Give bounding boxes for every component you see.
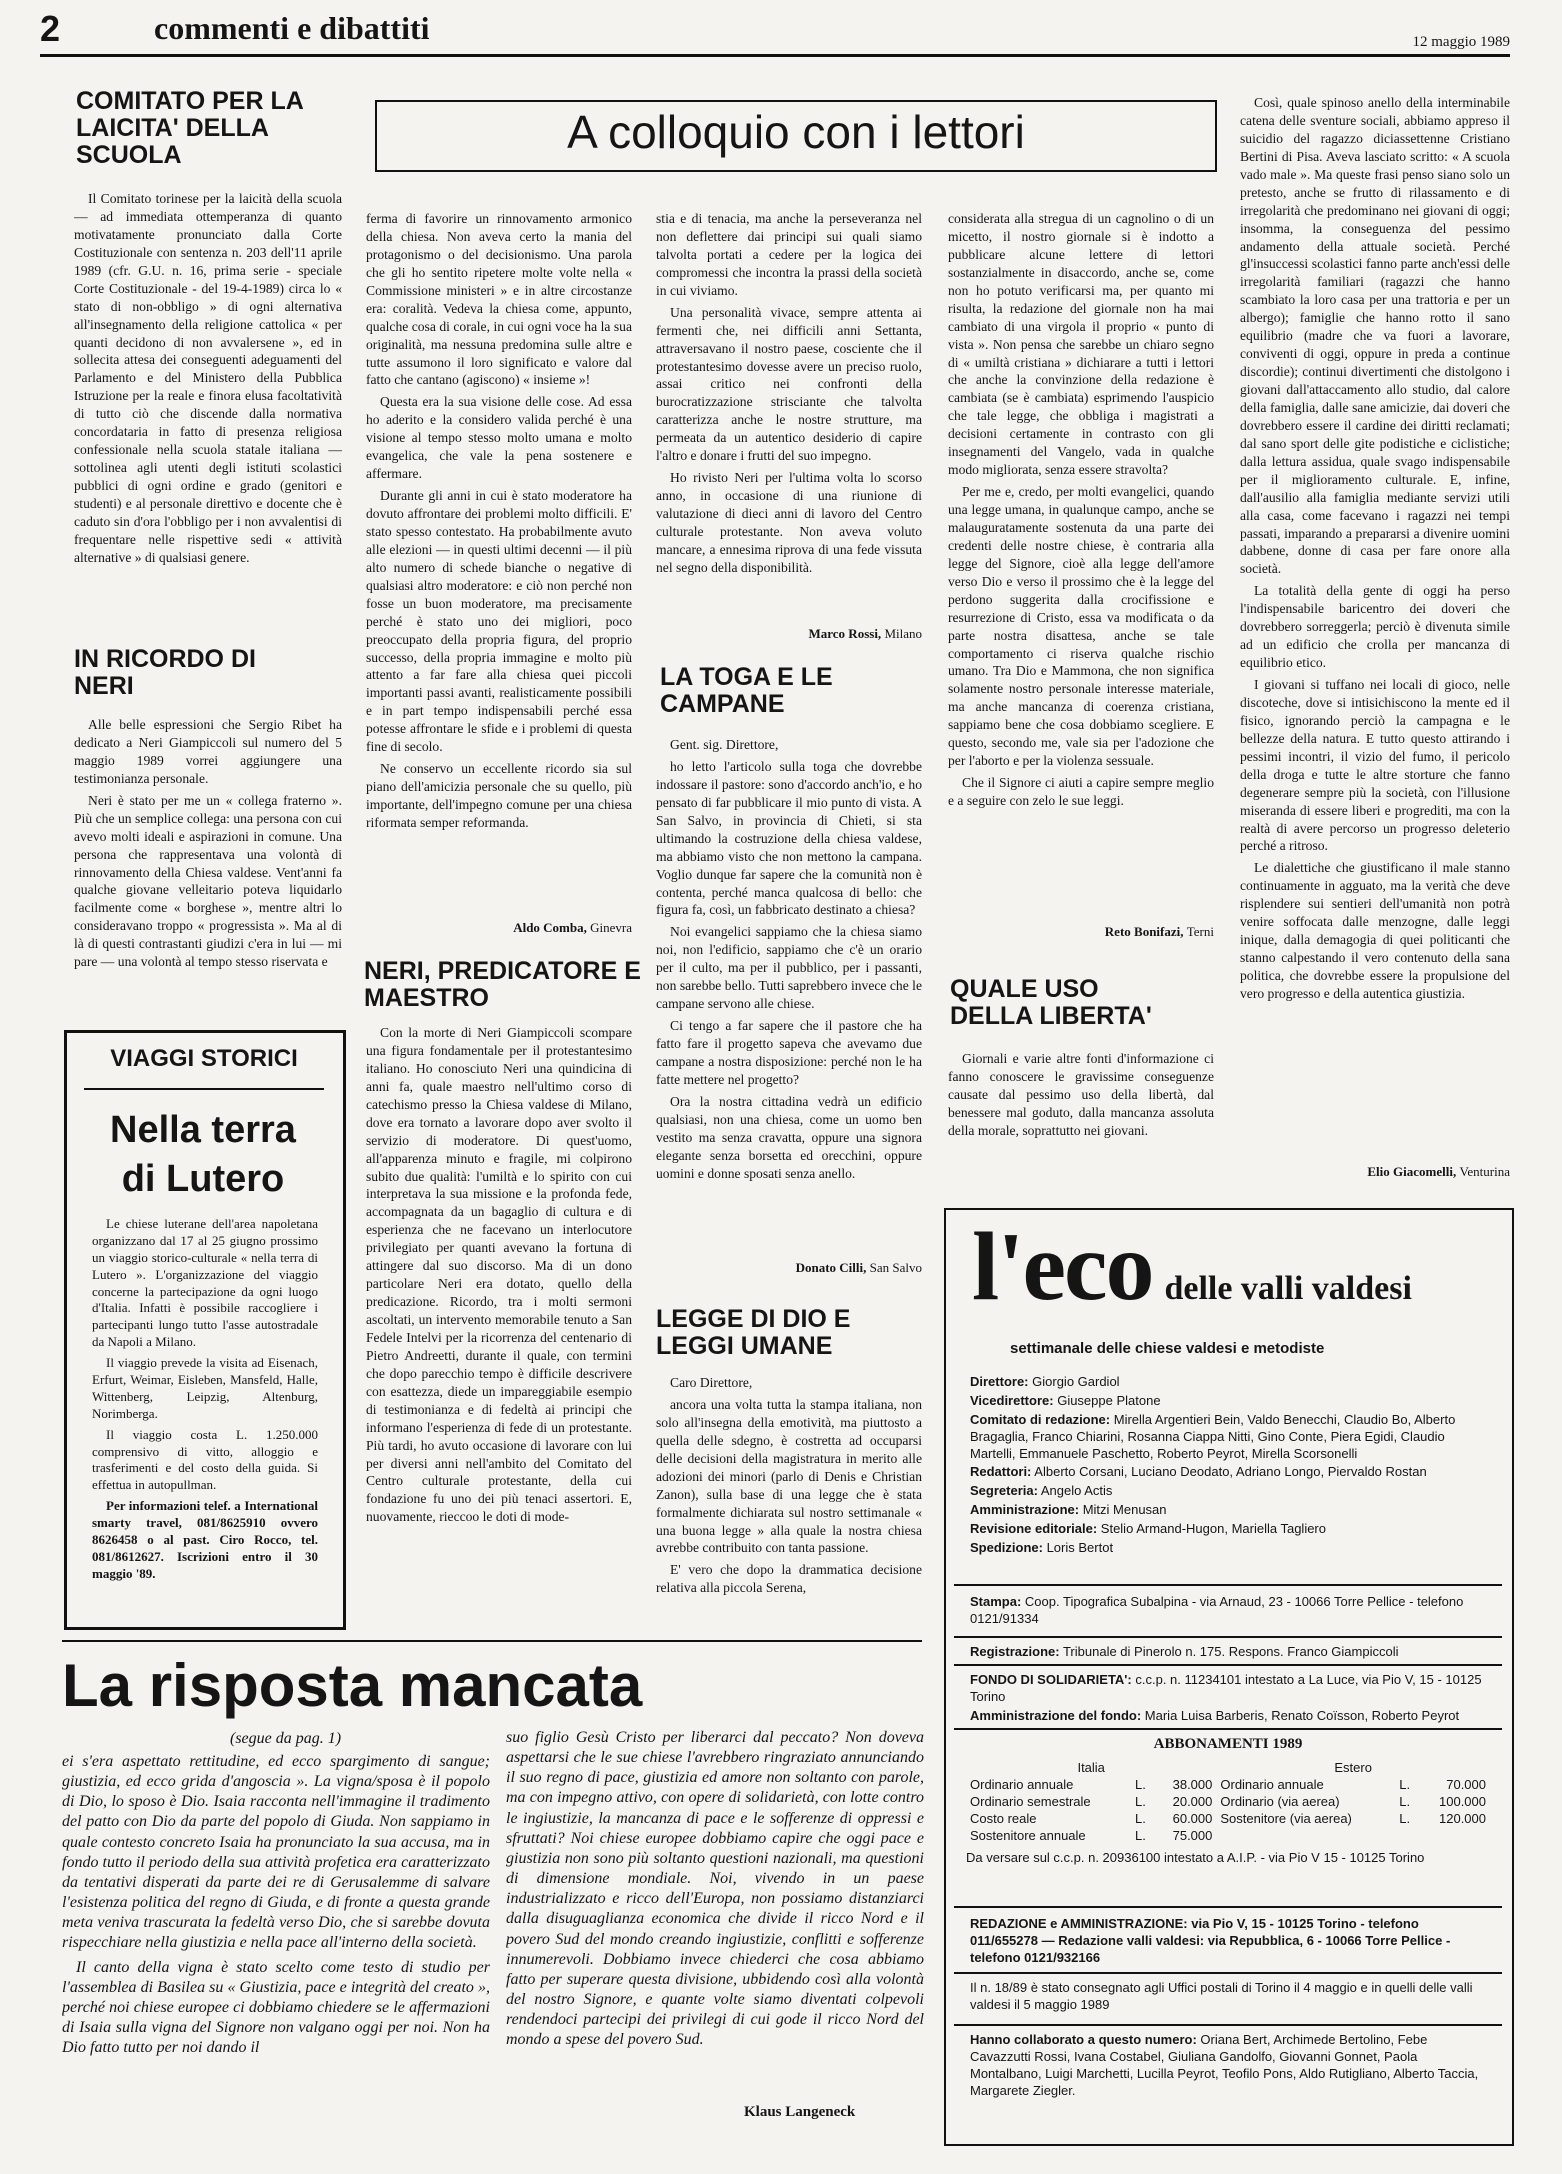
ricordo-signature-place: Ginevra [590, 920, 632, 935]
eco-subtitle: settimanale delle chiese valdesi e metodiste [1010, 1340, 1325, 1357]
legge-paragraph: ancora una volta tutta la stampa italiana, non solo all'insegna della emotività, ma piuttosto a quella delle sdegno, è costretta ad occuparsi delle decisioni della magistratura in merito alle adozioni dei minori (parlo di Denis e Christian Zanon), sulla base di una legge che è stata formalmente dichiarata sul nostro settimanale « una buona legge » alla quale la nostra chiesa avrebbe contribuito con tanta passione. [656, 1396, 922, 1556]
ricordo-cont-text [366, 210, 632, 928]
laicita-text [74, 190, 342, 624]
eco-staff-row: Revisione editoriale: Stelio Armand-Hugon, Mariella Tagliero [970, 1521, 1326, 1537]
liberta-cont-paragraph: Così, quale spinoso anello della interminabile catena delle sventure sociali, abbiamo appreso il suicidio del ragazzo diciassettenne Cristiano Bertini di Pisa. Aveva lasciato scritto: « A scuola vado male ». Ma queste frasi penso siano solo un pretesto, anche se frutto di rilassamento e di irregolarità che predominano nei giovani di oggi; insomma, la conseguenza del pessimo andamento della attuale società. Perché gl'insuccessi scolastici fanno parte anch'essi delle irregolarità familiari (ragazzi che hanno scambiato la loro casa per una trattoria e per un albergo); famiglie che hanno rotto il sano equilibrio (madre che va fuori a lavorare, conviventi di oggi, oppure in preda a continue discordie); continui divertimenti che distolgono i giovani dall'attaccamento allo studio, dal calore della famiglia, dalle sane amicizie, dai doveri che dovrebbero essere il cardine dei diritti reclamati; dal sano sport delle gite podistiche e ciclistiche; dalla lettura assidua, quale svago indispensabile per il miglioramento culturale. E, infine, dall'ausilio alla famiglia mediante servizi utili alla casa, come facevano i ragazzi nei tempi passati, imparando a prepararsi a divenire uomini dabbene, donne di casa per fare onore alla società. [1240, 95, 1510, 577]
page-number: 2 [40, 8, 61, 49]
liberta-text [948, 1050, 1214, 1170]
predicatore-signature [656, 626, 922, 642]
abbonamenti-title: ABBONAMENTI 1989 [1153, 1736, 1303, 1752]
eco-rule [954, 1664, 1502, 1666]
banner-title: A colloquio con i lettori [567, 106, 1025, 158]
viaggi-text [92, 1216, 318, 1620]
eco-staff [970, 1372, 1490, 1559]
ricordo-text [74, 716, 342, 1016]
liberta-title: QUALE USO DELLA LIBERTA' [950, 975, 1152, 1030]
viaggi-paragraph: Il viaggio prevede la visita ad Eisenach, Erfurt, Weimar, Eisleben, Mansfeld, Halle, Wittenberg, Leipzig, Altenburg, Norimberga. [92, 1355, 318, 1421]
legge-cont-paragraph: considerata alla stregua di un cagnolino o di un micetto, il nostro giornale si è indotto a pubblicare alcune lettere di lettori sostanzialmente in disaccordo, anche se, come non ho potuto verificarsi ma, per quanto mi risulta, la redazione del giornale non ha mai cambiato di una virgola il proprio « punto di vista ». Non pensa che sarebbe un chiaro segno di « umiltà cristiana » dichiarare a tutti i lettori che anche la convinzione della redazione è cambiata (se è cambiata) esprimendo l'auspicio che tale legge, che obbliga i magistrati a decisioni certamente in contrasto con gli insegnamenti del Vangelo, vada in qualche modo migliorata, senza essere stravolta? [948, 211, 1214, 478]
legge-cont-paragraph: Che il Signore ci aiuti a capire sempre meglio e a seguire con zelo le sue leggi. [948, 775, 1214, 808]
eco-redazione: REDAZIONE e AMMINISTRAZIONE: via Pio V, 15 - 10125 Torino - telefono 011/655278 — Redazione valli valdesi: via Repubblica, 6 - 10066 Torre Pellice - telefono 0121/932166 [970, 1916, 1451, 1965]
legge-cont-paragraph: Per me e, credo, per molti evangelici, quando una legge umana, in qualunque campo, anche se malauguratamente sostenuta da una parte dei credenti delle nostre chiese, è contraria alla legge del Signore, cioè alla legge dell'amore verso Dio e verso il prossimo che è la legge del perdono suggerita dalla crocifissione e resurrezione di Cristo, essa va modificata o da parte nostra disattesa, anche se tale comportamento ci riserva qualche rischio umano. Tra Dio e Mammona, che non significa solamente nostro personale interesse materiale, ma anche mancanza di coerenza cristiana, sappiamo bene che cosa dobbiamo scegliere. E questo, secondo me, vale sia per l'adozione che per l'aborto e per la violenza sessuale. [948, 484, 1214, 769]
risposta-paragraph: Il canto della vigna è stato scelto come testo di studio per l'assemblea di Basilea su « Giustizia, pace e integrità del creato », perché noi chiese europee ci dobbiamo chiedere se le affermazioni di Isaia sulla vigna del Signore non valgano oggi per noi. Non ha Dio fatto tutto per noi dando il [62, 1958, 490, 2057]
legge-text [656, 1374, 922, 1624]
predicatore-paragraph: Con la morte di Neri Giampiccoli scompare una figura fondamentale per il protestantesimo italiano. Ho conosciuto Neri una quindicina di anni fa, quale maestro nell'ultimo corso di catechismo presso la Chiesa valdese di Milano, dove era tornato a lavorare dopo aver svolto il servizio di moderatore. Di quest'uomo, all'apparenza minuto e fragile, mi colpirono subito due qualità: l'umiltà e lo spirito con cui interpretava la sua missione e la profonda fede, accompagnata da un bagaglio di cultura e di esperienza che ne facevano un interlocutore privilegiato per quanti avevano la fortuna di attingere dal suo discorso. Ma di un dono particolare Neri era dotato, quello della predicazione. Ricordo, tra i molti sermoni ascoltati, un intervento memorabile tenuto a San Fedele Intelvi per la ricorrenza del centenario di Pietro Andreetti, durante il quale, con termini che dopo parecchio tempo è difficile descrivere con esattezza, diede un impareggiabile esempio di testimonianza e di fedeltà ai principi che informano l'esperienza di fede di un protestante. Più tardi, ho avuto occasione di lavorare con lui per diversi anni nell'ambito del Comitato del Centro culturale protestante, della cui fondazione fu uno dei più tenaci assertori. E, nuovamente, rieccoo le doti di mode- [366, 1025, 632, 1525]
eco-staff-row: Segreteria: Angelo Actis [970, 1483, 1113, 1499]
eco-rule [954, 1636, 1502, 1638]
ricordo-cont-paragraph: Durante gli anni in cui è stato moderatore ha dovuto affrontare dei problemi molto difficili. E' stato spesso contestato. Ha probabilmente avuto alle elezioni — in questi ultimi decenni — il più alto numero di schede bianche o negative di qualsiasi altro moderatore: e ciò non perché non fosse un buon moderatore, ma precisamente perché è stato uno dei migliori, poco preoccupato della propria figura, del proprio successo, della propria immagine e molto più attento a far fare alla chiesa quei piccoli importanti passi avanti, realisticamente possibili e in part tempo indispensabili perché essa potesse affrontare le sfide e i problemi di questa fine di secolo. [366, 488, 632, 755]
toga-paragraph: Noi evangelici sappiamo che la chiesa siamo noi, non l'edificio, sappiamo che c'è un orario per il culto, ma per il pubblico, per i passanti, non sarebbe bello. Tutti saprebbero invece che le campane servono alle chiese. [656, 924, 922, 1012]
predicatore-cont-paragraph: stia e di tenacia, ma anche la perseveranza nel non deflettere dai principi sui quali siamo talvolta portati a cedere per la logica dei compromessi che incontra la prassi della società in cui viviamo. [656, 211, 922, 298]
toga-text [656, 736, 922, 1254]
eco-consegna: Il n. 18/89 è stato consegnato agli Uffici postali di Torino il 4 maggio e in quelli delle valli valdesi il 5 maggio 1989 [970, 1980, 1473, 2012]
ricordo-signature [366, 920, 632, 936]
predicatore-signature-place: Milano [884, 626, 922, 641]
laicita-paragraph: Il Comitato torinese per la laicità della scuola — ad immediata ottemperanza di quanto motivatamente pronunciato dalla Corte Costituzionale con sentenza n. 203 dell'11 aprile 1989 (cfr. G.U. n. 16, prima serie - speciale Corte Costituzionale - del 19-4-1989) circa lo « stato di non-obbligo » di ogni alternativa all'insegnamento della religione cattolica « per quanti decidono di non avvalersene », ed in sollecita attesa dei conseguenti adeguamenti del Parlamento e del Ministero della Pubblica Istruzione per la reale e finora elusa facoltatività di tutto ciò che discende dalla normativa concordataria in fatto di presenza religiosa confessionale nella scuola statale italiana — sottolinea agli utenti degli istituti scolastici pubblici di ogni ordine e grado (genitori e studenti) e al personale direttivo e docente che è caduto sin d'ora l'obbligo per i non avvalentisi di frequentare nelle rispettive sedi « attività alternative » di qualsiasi genere. [74, 191, 342, 565]
viaggi-paragraph: Per informazioni telef. a International smarty travel, 081/8625910 ovvero 8626458 o al past. Ciro Rocco, tel. 081/8612627. Iscrizioni entro il 30 maggio '89. [92, 1498, 318, 1581]
risposta-col2 [506, 1728, 924, 2098]
eco-logo-rest: delle valli valdesi [1164, 1270, 1412, 1307]
legge-signature [948, 924, 1214, 940]
issue-date: 12 maggio 1989 [1412, 34, 1510, 50]
legge-paragraph: Caro Direttore, [670, 1375, 753, 1390]
ricordo-paragraph: Neri è stato per me un « collega fraterno ». Più che un semplice collega: una persona con cui avevo molti ideali e aspirazioni in comune. Una persona che rappresentava una volontà di rinnovamento della Chiesa valdese. Vent'anni fa qualche giovane velleitario poteva liquidarlo facilmente come « borghese », mentre altri lo consideravano troppo « progressista ». Ma al di là di questi contrastanti giudizi c'era in lui — mi pare — una volontà al tempo stesso riservata e [74, 792, 342, 970]
predicatore-cont-text [656, 210, 922, 594]
risposta-signature: Klaus Langeneck [744, 2104, 856, 2120]
abbonamenti-versare: Da versare sul c.c.p. n. 20936100 intestato a A.I.P. - via Pio V 15 - 10125 Torino [966, 1850, 1425, 1865]
liberta-cont-paragraph: Le dialettiche che giustificano il male stanno continuamente in agguato, ma la verità che deve risplendere sui sentieri dell'umanità non potrà venire soffocata dalle menzogne, dalle leggi inique, dalla demagogia di quei politicanti che stanno calpestando il vero contenuto della sana politica, che dovrebbe essere la propulsione del vero progresso e della autentica giustizia. [1240, 860, 1510, 1001]
viaggi-paragraph: Le chiese luterane dell'area napoletana organizzano dal 17 al 25 giugno prossimo un viaggio storico-culturale « nella terra di Lutero ». L'organizzazione del viaggio concerne la partecipazione da ogni luogo d'Italia. Infatti è possibile raccogliere i partecipanti lungo tutto l'asse autostradale da Napoli a Milano. [92, 1216, 318, 1350]
toga-title: LA TOGA E LE CAMPANE [660, 663, 833, 718]
eco-fondo: FONDO DI SOLIDARIETA': c.c.p. n. 11234101 intestato a La Luce, via Pio V, 15 - 10125 Torino Amministrazione del fondo: Maria Luisa Barberis, Renato Coïsson, Roberto Peyrot [970, 1672, 1482, 1723]
toga-paragraph: ho letto l'articolo sulla toga che dovrebbe indossare il pastore: sono d'accordo anch'io, e ho pensato di far pubblicare il mio punto di vista. A San Salvo, in provincia di Chieti, si sta ultimando la costruzione della chiesa valdese, ma abbiamo visto che non mettono la campana. Voglio dunque far sapere che la comunità non è contenta, perché manca qualcosa di bello: che figura fa, così, un fabbricato destinato a chiesa? [656, 758, 922, 918]
eco-rule [954, 1584, 1502, 1586]
ricordo-cont-paragraph: ferma di favorire un rinnovamento armonico della chiesa. Non aveva certo la mania del protagonismo o del decisionismo. Una parola che gli ho sentito ripetere molte volte nella « Commissione ministeri » e in altre circostanze era: coralità. Vedeva la chiesa come, appunto, qualche cosa di corale, in cui ogni voce ha la sua originalità, ma nessuna predomina sulle altre e tutte assumono il loro significato e valore dal fatto che cantano (agiscono) « insieme »! [366, 211, 632, 388]
eco-rule [954, 2024, 1502, 2026]
risposta-col1 [62, 1752, 490, 2132]
abbonamenti [966, 1736, 1490, 1869]
laicita-title: COMITATO PER LA LAICITA' DELLA SCUOLA [76, 87, 303, 169]
eco-registrazione: Registrazione: Tribunale di Pinerolo n. 175. Respons. Franco Giampiccoli [970, 1644, 1399, 1659]
viaggi-paragraph: Il viaggio costa L. 1.250.000 comprensivo di vitto, alloggio e trasferimenti e del costo della guida. Si effettua in autopullman. [92, 1426, 318, 1493]
liberta-signature-name: Elio Giacomelli, [1367, 1164, 1457, 1179]
viaggi-title: Nella terra di Lutero [110, 1109, 296, 1200]
risposta-rule [62, 1640, 922, 1642]
ricordo-paragraph: Alle belle espressioni che Sergio Ribet ha dedicato a Neri Giampiccoli sul numero del 5 maggio 1989 vorrei aggiungere una testimonianza personale. [74, 717, 342, 786]
predicatore-title: NERI, PREDICATORE E MAESTRO [364, 957, 641, 1012]
abbonamenti-row: Ordinario annuale L. 38.000 Ordinario annuale L. 70.000 [970, 1777, 1486, 1792]
eco-rule [954, 1972, 1502, 1974]
eco-staff-row: Comitato di redazione: Mirella Argentieri Bein, Valdo Benecchi, Claudio Bo, Alberto Bragaglia, Franco Chiarini, Rosanna Ciappa Nitti, Gino Conte, Piera Egidi, Claudio Martelli, Emmanuele Paschetto, Roberto Peyrot, Mirella Scorsonelli [970, 1411, 1456, 1461]
toga-signature [656, 1260, 922, 1276]
eco-logo-big: l'eco [972, 1213, 1153, 1321]
legge-cont-text [948, 210, 1214, 918]
eco-staff-row: Direttore: Giorgio Gardiol [970, 1374, 1120, 1389]
abbonamenti-row: Ordinario semestrale L. 20.000 Ordinario (via aerea) L. 100.000 [970, 1794, 1486, 1809]
viaggi-kicker: VIAGGI STORICI [110, 1045, 298, 1072]
eco-collaborato: Hanno collaborato a questo numero: Oriana Bert, Archimede Bertolino, Febe Cavazzutti Rossi, Ivana Costabel, Giuliana Gandolfo, Giovanni Gonnet, Paola Montalbano, Luigi Marchetti, Lucilla Peyrot, Teofilo Pons, Aldo Rutigliano, Alberto Taccia, Margarete Ziegler. [970, 2032, 1479, 2098]
liberta-paragraph: Giornali e varie altre fonti d'informazione ci fanno conoscere le gravissime conseguenze causate dal pessimo uso della libertà, dal benessere mal goduto, dalla mancanza assoluta della morale, soprattutto nei giovani. [948, 1051, 1214, 1138]
toga-signature-place: San Salvo [869, 1260, 922, 1275]
liberta-signature [1240, 1164, 1510, 1180]
liberta-cont-paragraph: La totalità della gente di oggi ha perso l'indispensabile baricentro dei doveri che dovrebbero sorreggerla; perciò è divenuta simile ad un edificio che crolla per mancanza di equilibrio etico. [1240, 583, 1510, 671]
section-title: commenti e dibattiti [154, 10, 430, 46]
eco-staff-row: Redattori: Alberto Corsani, Luciano Deodato, Adriano Longo, Piervaldo Rostan [970, 1464, 1427, 1480]
toga-paragraph: Ora la nostra cittadina vedrà un edificio qualsiasi, non una chiesa, come un uomo ben vestito ma senza cravatta, oppure una signora elegante senza borsetta ed orecchini, oppure uomini e donne sposati senza anello. [656, 1093, 922, 1181]
ricordo-title: IN RICORDO DI NERI [74, 645, 256, 700]
predicatore-cont-paragraph: Ho rivisto Neri per l'ultima volta lo scorso anno, in occasione di una riunione di valutazione di dieci anni di lavoro del Centro culturale protestante. Non aveva voluto mancare, a ennesima riprova di una fede vissuta nel segno della disponibilità. [656, 470, 922, 575]
legge-signature-place: Terni [1186, 924, 1214, 939]
toga-signature-name: Donato Cilli, [795, 1260, 867, 1275]
header-rule [40, 54, 1510, 57]
eco-rule [954, 1906, 1502, 1908]
ricordo-signature-name: Aldo Comba, [513, 920, 587, 935]
toga-paragraph: Gent. sig. Direttore, [670, 737, 779, 752]
predicatore-text [366, 1024, 632, 1622]
ricordo-cont-paragraph: Ne conservo un eccellente ricordo sia sul piano dell'amicizia personale che su quello, più importante, dell'impegno comune per una chiesa riformata semper reformanda. [366, 761, 632, 830]
eco-stampa: Stampa: Coop. Tipografica Subalpina - via Arnaud, 23 - 10066 Torre Pellice - telefono 0121/91334 [970, 1594, 1464, 1626]
risposta-title: La risposta mancata [62, 1652, 643, 1719]
abbonamenti-row: Sostenitore annuale L. 75.000 [970, 1828, 1213, 1843]
risposta-continued: (segue da pag. 1) [230, 1730, 342, 1747]
abbonamenti-table: Italia Estero Ordinario annuale L. 38.000 Ordinario annuale L. 70.000 Ordinario semestrale L. 20.000 Ordinario (via aerea) L. 100.000 Costo reale L. 60.000 Sostenitore (via aerea) L. 120.000 Sostenitore annuale L. 75.000 [966, 1759, 1490, 1844]
eco-staff-row: Amministrazione: Mitzi Menusan [970, 1502, 1167, 1518]
toga-paragraph: Ci tengo a far sapere che il pastore che ha fatto fare il progetto sapeva che avevamo due campane a nostra disposizione: perché non le ha fatte mettere nel progetto? [656, 1018, 922, 1087]
predicatore-signature-name: Marco Rossi, [808, 626, 882, 641]
legge-title: LEGGE DI DIO E LEGGI UMANE [656, 1305, 851, 1360]
liberta-signature-place: Venturina [1459, 1164, 1510, 1179]
eco-staff-row: Spedizione: Loris Bertot [970, 1540, 1114, 1556]
liberta-cont-text [1240, 94, 1510, 1154]
viaggi-rule [84, 1088, 324, 1090]
risposta-paragraph: suo figlio Gesù Cristo per liberarci dal peccato? Non doveva aspettarsi che le sue chiese l'avrebbero ringraziato annunciando il suo regno di pace, giustizia ed amore non soltanto con parole, ma con impegno attivo, con opere di solidarietà, con lotte contro le ingiustizie, la mancanza di pace e le sofferenze di oppressi e sfruttati? Noi chiese europee dobbiamo capire che oggi pace e giustizia non sono più soltanto questioni nazionali, ma questioni di dimensione mondiale. Noi, vivendo in un paese industrializzato e ricco dell'Europa, non possiamo distanziarci dalla disuguaglianza economica che divide il ricco Nord e il povero Sud del mondo creando ingiustizie, conflitti e sofferenze innumerevoli. Dobbiamo invece chiederci che cosa abbiamo fatto per superare questa divisione, ubbidendo così alla volontà del nostro Signore, e quante volte siamo diventati colpevoli rendendoci partecipi dei privilegi di cui gode il ricco Nord del mondo a spese del povero Sud. [506, 1729, 924, 2049]
predicatore-cont-paragraph: Una personalità vivace, sempre attenta ai fermenti che, nei difficili anni Settanta, attraversavano il nostro paese, cosciente che il protestantesimo dovesse avere un preciso ruolo, assai critico nei confronti della burocratizzazione strisciante che talvolta caratterizza anche le nostre strutture, ma permeata da un autentico desiderio di capire l'altro e donare i frutti del suo impegno. [656, 304, 922, 464]
legge-signature-name: Reto Bonifazi, [1104, 924, 1184, 939]
eco-logo [972, 1213, 1492, 1321]
ricordo-cont-paragraph: Questa era la sua visione delle cose. Ad essa ho aderito e la considero valida perché è una visione al tempo stesso molto umana e molto evangelica, che vale la pena sostenere e affermare. [366, 394, 632, 482]
legge-paragraph: E' vero che dopo la drammatica decisione relativa alla piccola Serena, [656, 1562, 922, 1596]
eco-rule [954, 1728, 1502, 1730]
risposta-paragraph: ei s'era aspettato rettitudine, ed ecco spargimento di sangue; giustizia, ed ecco grida d'angoscia ». La vigna/sposa è il popolo di Dio, lo sposo è Dio. Isaia racconta nell'immagine il tradimento del patto con Dio da parte del popolo di Giuda. Non sappiamo in quale contesto concreto Isaia ha pronunciato la sua accusa, ma in fondo tutto il periodo della sua attività profetica era caratterizzato da tentativi disperati da parte dei re di Gerusalemme di salvare l'esistenza politica del regno di Giuda, e di fronte a questa grande meta veniva trascurata la fedeltà verso Dio, che si sarebbe dovuta rispecchiare nella giustizia e nella pace all'interno della società. [62, 1753, 490, 1952]
abbonamenti-row: Costo reale L. 60.000 Sostenitore (via aerea) L. 120.000 [970, 1811, 1486, 1826]
eco-staff-row: Vicedirettore: Giuseppe Platone [970, 1392, 1161, 1408]
liberta-cont-paragraph: I giovani si tuffano nei locali di gioco, nelle discoteche, dove si intisichiscono la mente ed il fisico, ignorando perciò la campagna e le bellezze della natura. E tutto questo attirando i pessimi incontri, il vizio del fumo, il pericolo della droga e tutte le altre storture che fanno degenerare sempre più la società, con l'illusione miseranda di essere liberi e progrediti, ma con la realtà di avere percorso un progresso deleterio perché a ritroso. [1240, 677, 1510, 854]
